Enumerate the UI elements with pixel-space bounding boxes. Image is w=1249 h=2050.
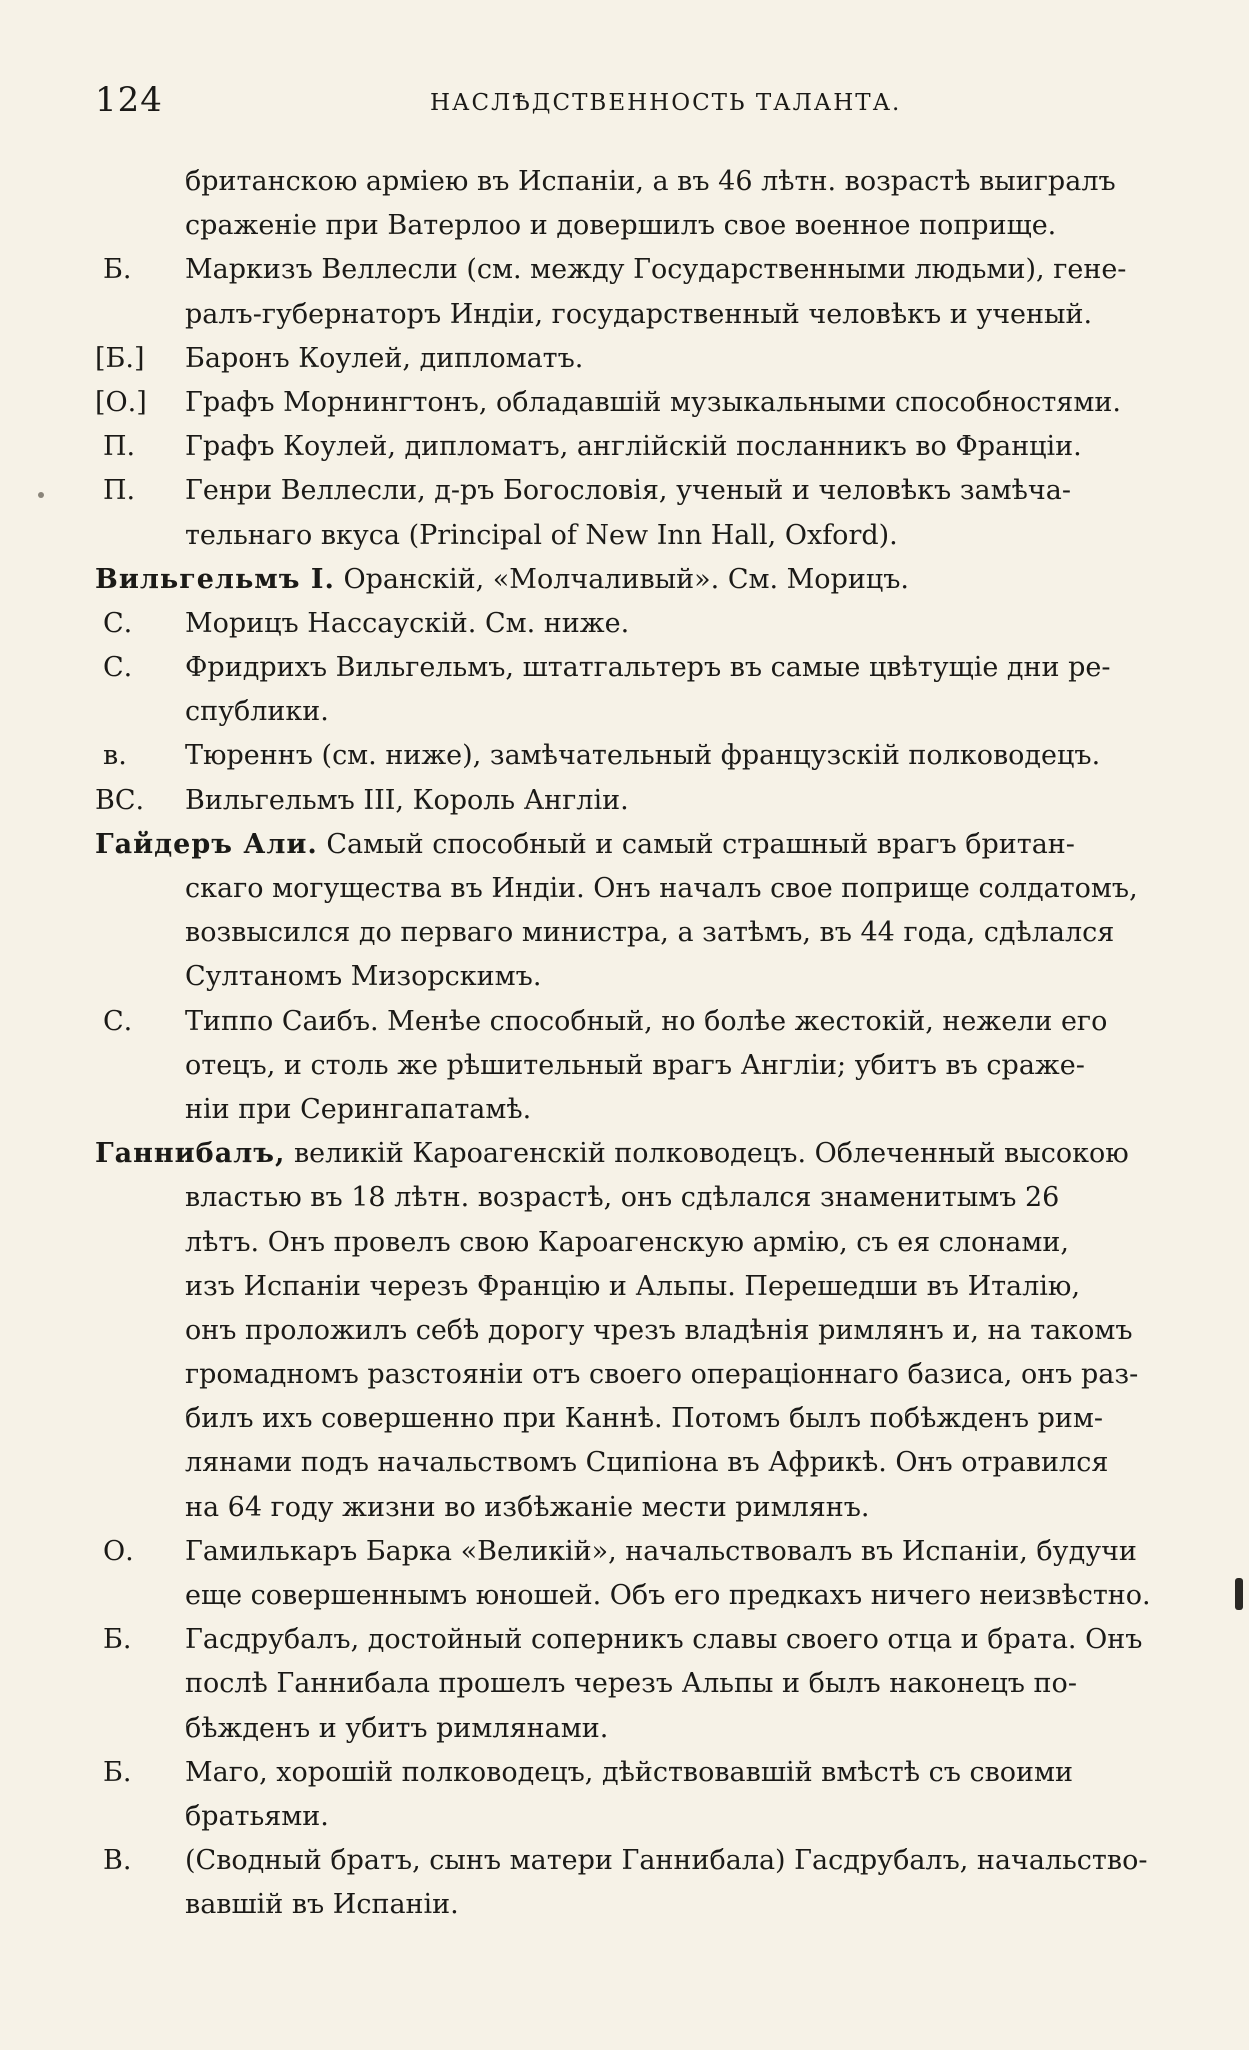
line-text: властью въ 18 лѣтн. возрастѣ, онъ сдѣлался знаменитымъ 26 [185,1182,1060,1214]
text-line [95,558,1175,602]
line-text: ніи при Серингапатамѣ. [185,1093,532,1125]
relation-marker: С. [103,607,133,639]
text-line [95,514,1175,558]
line-text: изъ Испаніи черезъ Францію и Альпы. Перешедши въ Италію, [185,1270,1081,1302]
relation-marker: О. [103,1535,134,1567]
line-text: громадномъ разстояніи отъ своего операціоннаго базиса, онъ раз- [185,1359,1139,1391]
line-text: лянами подъ начальствомъ Сципіона въ Африкѣ. Онъ отравился [185,1447,1109,1479]
relation-marker: С. [103,1005,133,1037]
line-text: Вильгельмъ III, Король Англіи. [185,784,629,816]
line-text: Фридрихъ Вильгельмъ, штатгальтеръ въ самые цвѣтущіе дни ре- [185,652,1111,684]
entry-heading: Вильгельмъ I. [95,563,335,595]
line-text: сраженіе при Ватерлоо и довершилъ свое военное поприще. [185,210,1057,242]
line-text: билъ ихъ совершенно при Каннѣ. Потомъ былъ побѣжденъ рим- [185,1403,1103,1435]
line-text: отецъ, и столь же рѣшительный врагъ Англіи; убитъ въ сраже- [185,1049,1085,1081]
entry-heading: Ганнибалъ, [95,1138,286,1170]
text-line [95,1441,1175,1485]
text-line [95,1530,1175,1574]
line-text: еще совершеннымъ юношей. Объ его предкахъ ничего неизвѣстно. [185,1580,1151,1611]
relation-marker: [О.] [95,386,147,418]
line-text: (Сводный братъ, сынъ матери Ганнибала) Гасдрубалъ, начальство- [185,1845,1148,1877]
text-line [95,690,1175,734]
running-title: НАСЛѢДСТВЕННОСТЬ ТАЛАНТА. [430,90,902,116]
line-text: тельнаго вкуса (Principal of New Inn Hall, Oxford). [185,519,898,551]
text-line [95,425,1175,469]
text-line [95,1265,1175,1309]
line-text: Морицъ Нассаускій. См. ниже. [185,607,630,639]
relation-marker: П. [103,475,136,507]
text-line [95,1088,1175,1132]
line-text: лѣтъ. Онъ провелъ свою Кароагенскую армію, съ ея слонами, [185,1226,1069,1258]
relation-marker: ВС. [95,784,145,816]
line-text: Маго, хорошій полководецъ, дѣйствовавшій вмѣстѣ съ своими [185,1756,1074,1788]
text-line [95,1795,1175,1839]
text-line [95,734,1175,778]
line-text: Султаномъ Мизорскимъ. [185,961,542,993]
entry-text: Оранскій, «Молчаливый». См. Морицъ. [343,563,909,595]
text-line [95,1751,1175,1795]
text-line [95,1000,1175,1044]
line-text: братьями. [185,1800,329,1832]
entry-text: Самый способный и самый страшный врагъ британ- [326,828,1075,860]
relation-marker: Б. [103,1624,132,1656]
paper-speck [38,492,44,498]
text-line [95,1618,1175,1662]
text-line [95,646,1175,690]
text-line [95,204,1175,248]
text-line [95,955,1175,999]
text-line [95,1574,1175,1618]
line-text: ралъ-губернаторъ Индіи, государственный человѣкъ и ученый. [185,298,1093,330]
line-text: Гамилькаръ Барка «Великій», начальствовалъ въ Испаніи, будучи [185,1535,1137,1567]
line-text: Гасдрубалъ, достойный соперникъ славы своего отца и брата. Онъ [185,1624,1143,1656]
line-text: Графъ Коулей, дипломатъ, англійскій посланникъ во Франціи. [185,431,1082,463]
entry-text: великій Кароагенскій полководецъ. Облеченный высокою [293,1138,1129,1170]
text-line [95,1397,1175,1441]
text-line [95,823,1175,867]
page-number: 124 [95,80,163,120]
relation-marker: П. [103,431,136,463]
line-text: послѣ Ганнибала прошелъ черезъ Альпы и былъ наконецъ по- [185,1668,1077,1700]
line-text: Тюреннъ (см. ниже), замѣчательный французскій полководецъ. [185,740,1101,772]
text-line [95,602,1175,646]
relation-marker: [Б.] [95,342,145,374]
text-line [95,779,1175,823]
text-line [95,1044,1175,1088]
entry-lead [95,1132,1129,1176]
text-line [95,1132,1175,1176]
text-line [95,867,1175,911]
line-text: Маркизъ Веллесли (см. между Государственными людьми), гене- [185,254,1127,286]
line-text: скаго могущества въ Индіи. Онъ началъ свое поприще солдатомъ, [185,873,1138,904]
text-line [95,469,1175,513]
line-text: бѣжденъ и убитъ римлянами. [185,1712,609,1744]
text-line [95,160,1175,204]
text-line [95,1662,1175,1706]
text-line [95,1353,1175,1397]
text-line [95,1486,1175,1530]
line-text: онъ проложилъ себѣ дорогу чрезъ владѣнія римлянъ и, на такомъ [185,1314,1133,1346]
ink-mark [1235,1578,1243,1610]
entry-lead [95,558,909,602]
entry-lead [95,823,1075,867]
line-text: Графъ Морнингтонъ, обладавшій музыкальными способностями. [185,386,1121,418]
text-line [95,1221,1175,1265]
relation-marker: С. [103,652,133,684]
text-line [95,293,1175,337]
text-line [95,381,1175,425]
text-line [95,1176,1175,1220]
relation-marker: В. [103,1845,132,1877]
entry-heading: Гайдеръ Али. [95,828,318,860]
line-text: вавшій въ Испаніи. [185,1889,459,1921]
relation-marker: в. [103,740,127,772]
text-line [95,1883,1175,1927]
line-text: спублики. [185,696,329,728]
text-line [95,911,1175,955]
line-text: на 64 году жизни во избѣжаніе мести римлянъ. [185,1491,870,1523]
page-header [95,80,1175,130]
line-text: Типпо Саибъ. Менѣе способный, но болѣе жестокій, нежели его [185,1005,1108,1037]
body-text [95,160,1175,1928]
line-text: Баронъ Коулей, дипломатъ. [185,342,584,374]
text-line [95,1839,1175,1883]
relation-marker: Б. [103,1756,132,1788]
line-text: возвысился до перваго министра, а затѣмъ, въ 44 года, сдѣлался [185,917,1115,949]
line-text: Генри Веллесли, д-ръ Богословія, ученый и человѣкъ замѣча- [185,475,1071,507]
line-text: британскою арміею въ Испаніи, а въ 46 лѣтн. возрастѣ выигралъ [185,166,1116,197]
text-line [95,1707,1175,1751]
text-line [95,337,1175,381]
text-line [95,1309,1175,1353]
text-line [95,248,1175,292]
relation-marker: Б. [103,254,132,286]
